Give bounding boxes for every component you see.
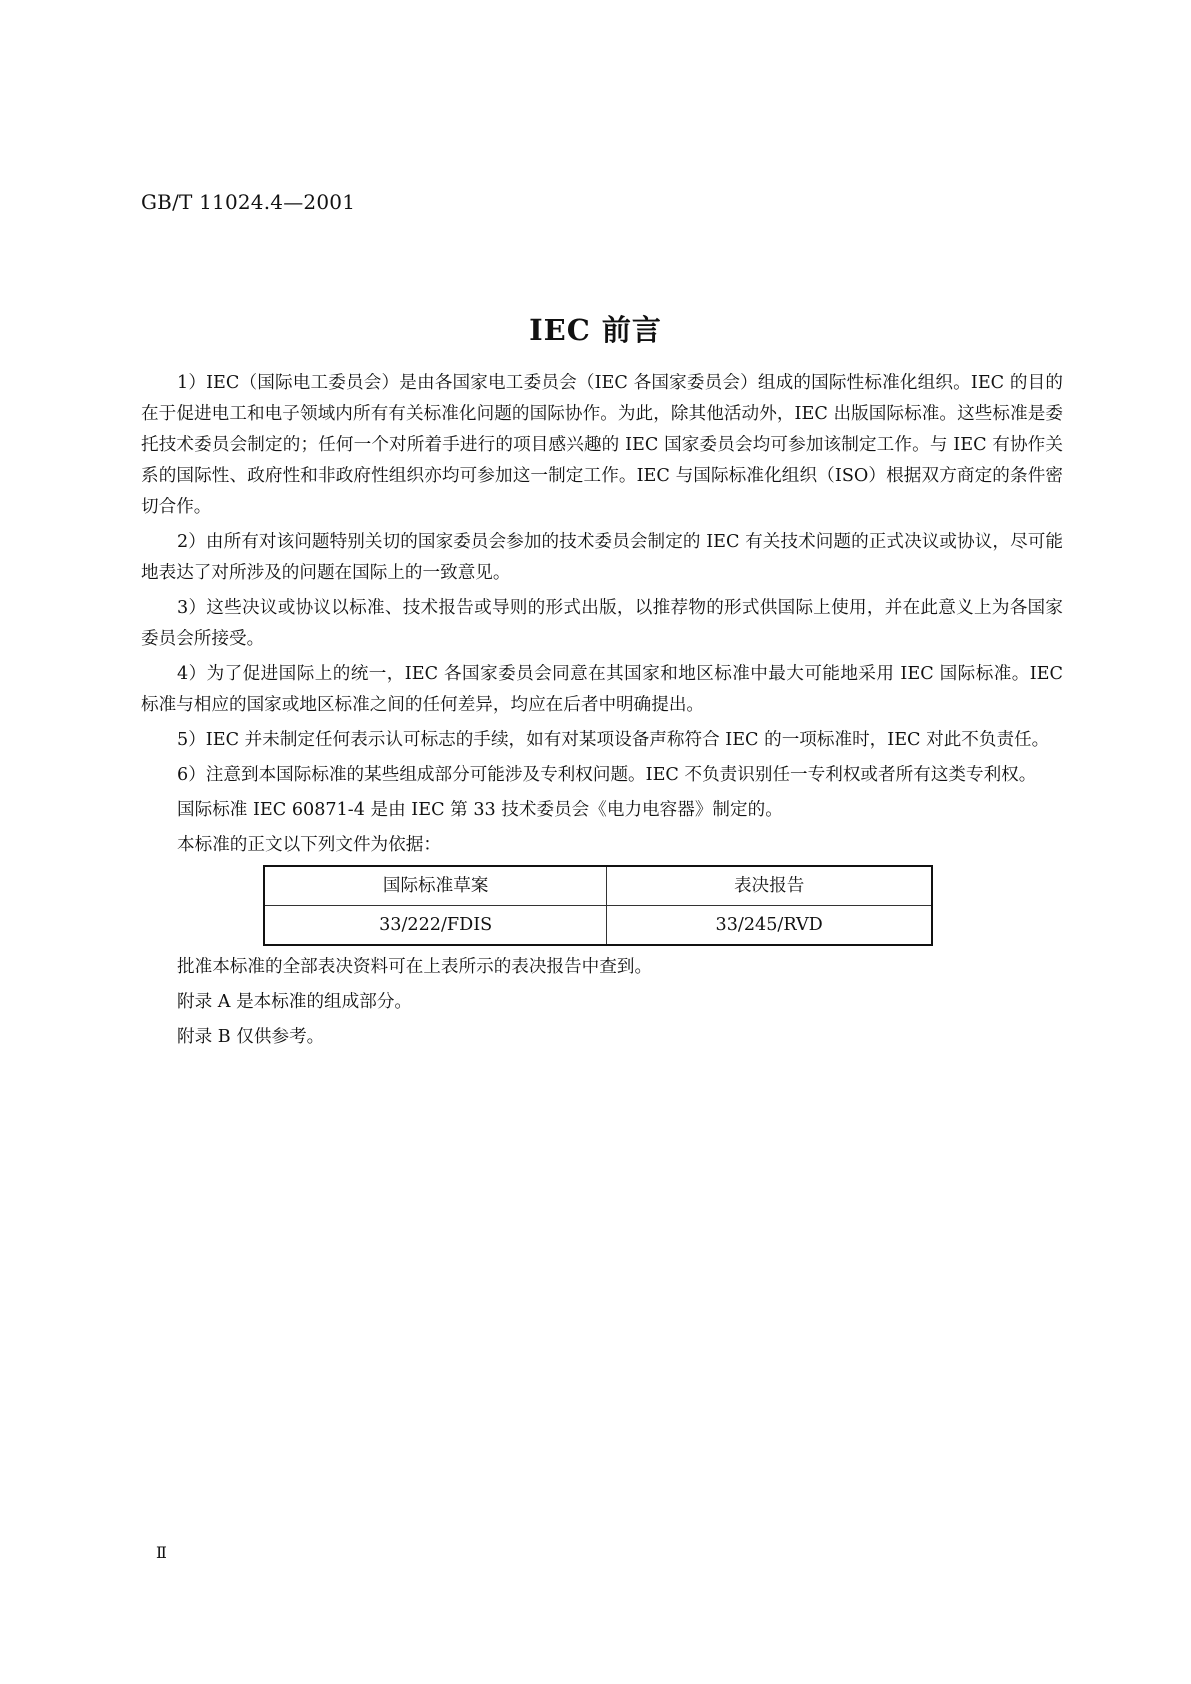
document-body [141,368,1063,1057]
voting-table-wrapper [263,865,933,946]
paragraph-5: 5）IEC 并未制定任何表示认可标志的手续，如有对某项设备声称符合 IEC 的一项标准时，IEC 对此不负责任。 [177,730,1050,750]
paragraph-3: 3）这些决议或协议以标准、技术报告或导则的形式出版，以推荐物的形式供国际上使用，并在此意义上为各国家委员会所接受。 [141,598,1063,649]
page-number: Ⅱ [156,1543,167,1562]
voting-table [263,865,933,946]
table-row [264,906,932,946]
table-cell-fdis: 33/222/FDIS [264,906,607,946]
paragraph-basis: 本标准的正文以下列文件为依据： [177,835,441,855]
standard-code: GB/T 11024.4—2001 [141,190,356,214]
table-header-fdis: 国际标准草案 [264,866,607,906]
table-cell-rvd: 33/245/RVD [607,906,932,946]
paragraph-2: 2）由所有对该问题特别关切的国家委员会参加的技术委员会制定的 IEC 有关技术问题的正式决议或协议，尽可能地表达了对所涉及的问题在国际上的一致意见。 [141,532,1063,583]
paragraph-voting-info: 批准本标准的全部表决资料可在上表所示的表决报告中查到。 [177,957,653,977]
table-header-row [264,866,932,906]
paragraph-1: 1）IEC（国际电工委员会）是由各国家电工委员会（IEC 各国家委员会）组成的国际性标准化组织。IEC 的目的在于促进电工和电子领域内所有有关标准化问题的国际协作。为此，除其他活动外，IEC 出版国际标准。这些标准是委托技术委员会制定的；任何一个对所着手进行的项目感兴趣的 IEC 国家委员会均可参加该制定工作。与 IEC 有协作关系的国际性、政府性和非政府性组织亦均可参加这一制定工作。IEC 与国际标准化组织（ISO）根据双方商定的条件密切合作。 [141,373,1063,517]
page-title: IEC 前言 [529,313,662,347]
table-header-rvd: 表决报告 [607,866,932,906]
paragraph-annex-a: 附录 A 是本标准的组成部分。 [177,992,413,1012]
paragraph-4: 4）为了促进国际上的统一，IEC 各国家委员会同意在其国家和地区标准中最大可能地采用 IEC 国际标准。IEC 标准与相应的国家或地区标准之间的任何差异，均应在后者中明确提出。 [141,664,1063,715]
paragraph-6: 6）注意到本国际标准的某些组成部分可能涉及专利权问题。IEC 不负责识别任一专利权或者所有这类专利权。 [177,765,1037,785]
paragraph-annex-b: 附录 B 仅供参考。 [177,1027,325,1047]
paragraph-origin: 国际标准 IEC 60871-4 是由 IEC 第 33 技术委员会《电力电容器》制定的。 [177,800,783,820]
